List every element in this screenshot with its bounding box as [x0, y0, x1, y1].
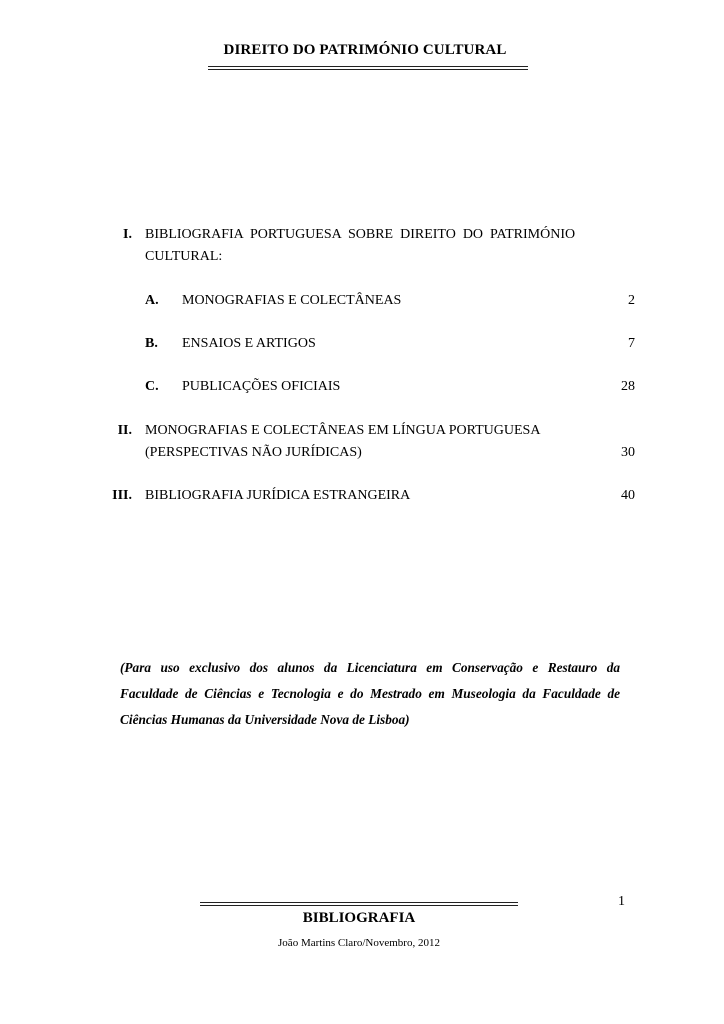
footer-author-date: João Martins Claro/Novembro, 2012 — [278, 937, 440, 949]
toc-item-page: 7 — [628, 336, 635, 351]
toc-item-page: 2 — [628, 293, 635, 308]
toc-section-2-page: 30 — [621, 445, 635, 460]
toc-section-3-numeral: III. — [112, 488, 132, 503]
usage-note — [120, 655, 620, 733]
toc-item-letter: B. — [145, 336, 158, 351]
usage-note-line1: (Para uso exclusivo dos alunos da Licenciatura em Conservação e Restauro da — [120, 660, 620, 675]
header-double-rule — [208, 66, 528, 70]
toc-item-letter: C. — [145, 379, 159, 394]
toc-item-letter: A. — [145, 293, 159, 308]
toc-section-1-numeral: I. — [123, 227, 132, 242]
header-title: DIREITO DO PATRIMÓNIO CULTURAL — [223, 42, 507, 58]
footer-double-rule — [200, 902, 518, 906]
usage-note-line3: Ciências Humanas da Universidade Nova de Lisboa) — [120, 712, 410, 727]
toc-section-3-page: 40 — [621, 488, 635, 503]
toc-item-label: PUBLICAÇÕES OFICIAIS — [182, 379, 341, 394]
page-number: 1 — [618, 894, 625, 909]
toc-section-3-title: BIBLIOGRAFIA JURÍDICA ESTRANGEIRA — [145, 488, 411, 503]
toc-section-2-title-line1: MONOGRAFIAS E COLECTÂNEAS EM LÍNGUA PORTUGUESA — [145, 423, 541, 438]
toc-section-1-title-line2: CULTURAL: — [145, 249, 223, 264]
toc-item-label: MONOGRAFIAS E COLECTÂNEAS — [182, 293, 402, 308]
toc-item-page: 28 — [621, 379, 635, 394]
toc-section-1-title-line1: BIBLIOGRAFIA PORTUGUESA SOBRE DIREITO DO PATRIMÓNIO — [145, 227, 576, 242]
usage-note-line2: Faculdade de Ciências e Tecnologia e do Mestrado em Museologia da Faculdade de — [120, 686, 620, 701]
toc-item-label: ENSAIOS E ARTIGOS — [182, 336, 316, 351]
footer-title: BIBLIOGRAFIA — [302, 910, 416, 926]
toc-section-2-title-line2: (PERSPECTIVAS NÃO JURÍDICAS) — [145, 445, 362, 460]
toc-section-2-numeral: II. — [117, 423, 132, 438]
